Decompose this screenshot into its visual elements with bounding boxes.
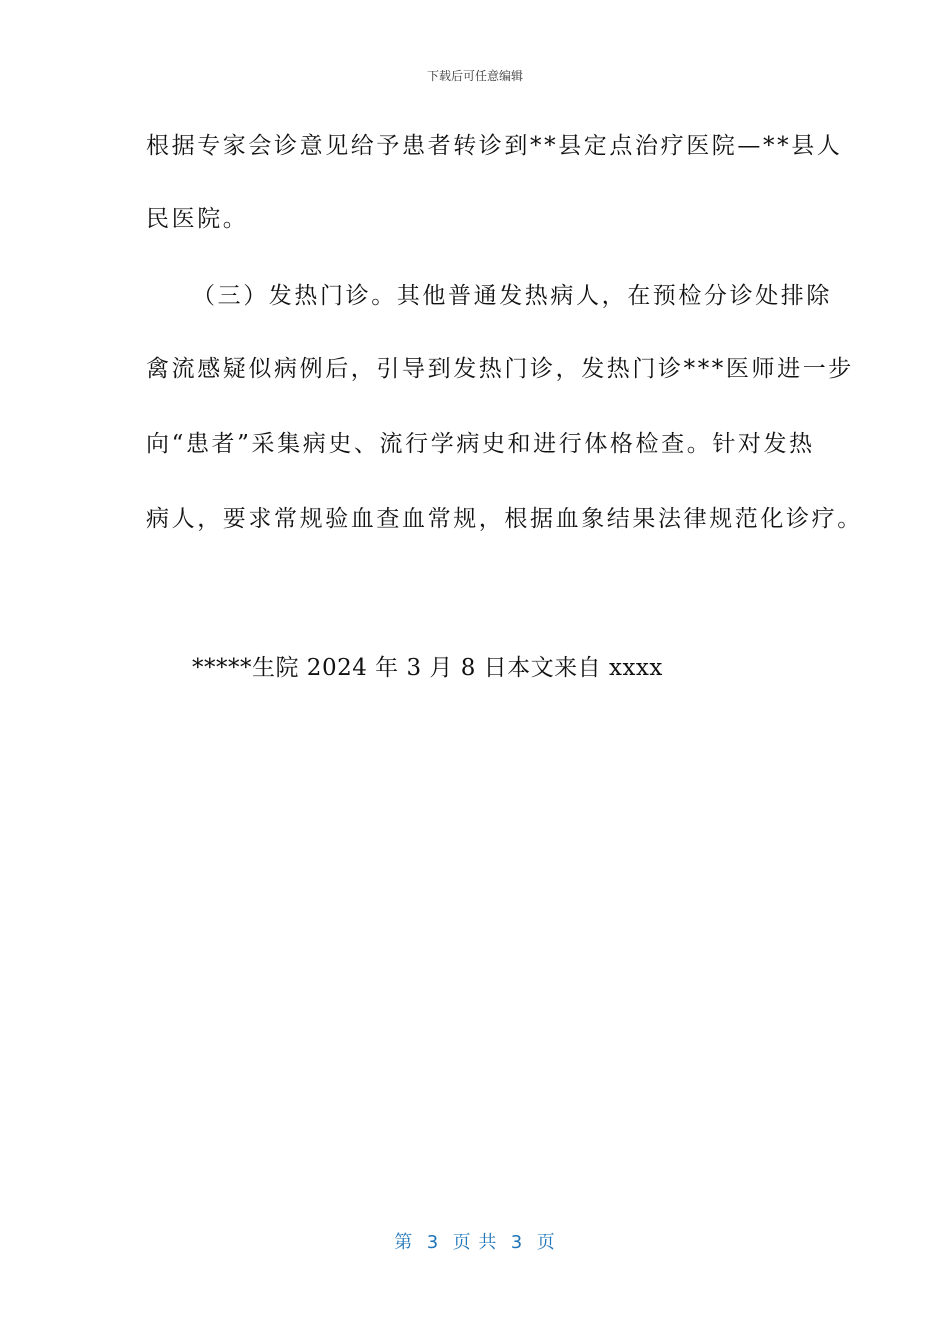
header-note: 下载后可任意编辑 (426, 69, 523, 83)
paragraph-line: （三）发热门诊。其他普通发热病人，在预检分诊处排除 (192, 283, 832, 309)
paragraph-line: 病人，要求常规验血查血常规，根据血象结果法律规范化诊疗。 (146, 506, 863, 532)
page-indicator: 第 3 页 共 3 页 (394, 1232, 556, 1253)
paragraph-line: 民医院。 (146, 206, 249, 232)
paragraph-line: 根据专家会诊意见给予患者转诊到**县定点治疗医院—**县人 (146, 133, 843, 159)
paragraph-line: 禽流感疑似病例后，引导到发热门诊，发热门诊***医师进一步 (146, 356, 854, 382)
signature-line: *****生院 2024 年 3 月 8 日本文来自 xxxx (192, 655, 663, 681)
paragraph-line: 向“患者”采集病史、流行学病史和进行体格检查。针对发热 (146, 431, 815, 457)
